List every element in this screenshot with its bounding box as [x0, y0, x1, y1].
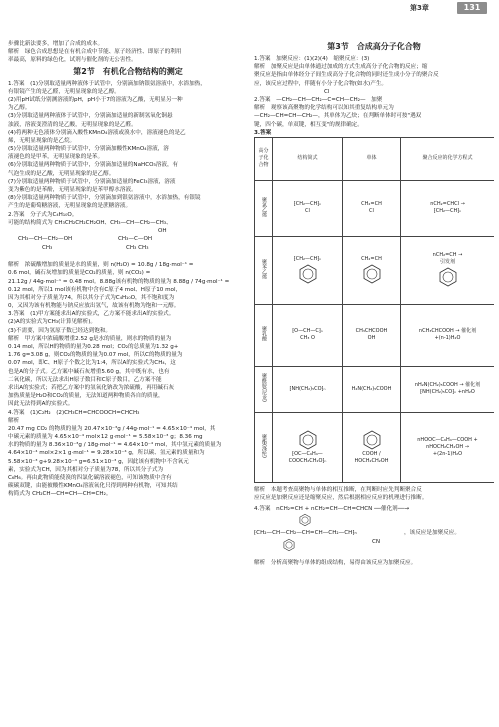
text-line: 解析 本题考查高聚物与单体的相互推断，在判断时应先判断聚合反 [254, 486, 422, 493]
equation-product: ⁅CH₂—CH⁆ₙ [433, 208, 462, 215]
q4-answer [254, 505, 494, 559]
table-row [255, 236, 495, 304]
text-line: 因此无法得到A的实验式。 [8, 401, 74, 408]
text-line: 液褪色的是甲苯，无明显现象的是苯。 [8, 154, 104, 161]
text-line: 中碳元素的质量为 4.65×10⁻⁴ mol×12 g·mol⁻¹ = 5.58×10⁻³ g；8.36 mg [8, 434, 203, 441]
row-category: 聚氯乙烯 [261, 196, 267, 217]
equation-catalyst: 引发剂 [439, 259, 455, 266]
text-line: 解析 加聚反应是由单体通过加成的方式生成高分子化合物的反应；缩 [254, 64, 428, 71]
table-row [255, 412, 495, 482]
table-header: 结构简式 [273, 137, 343, 180]
text-line: 二氧化碳，所以无法求出H原子数目和C原子数目，乙方案不能 [8, 376, 162, 383]
text-line: 浊液，溶液变澄清的是乙酸，无明显现象的是乙醛。 [8, 121, 137, 128]
benzene-ring-icon [282, 538, 296, 552]
text-line: ，该反应是加聚反应。 [404, 530, 460, 537]
text-line: (2)A的实验式为CH₃(计算见解析)。 [8, 319, 97, 326]
table-header: 聚合反应的化学方程式 [401, 137, 495, 180]
text-line: 构简式为 CH₂CH—CH=CH—CH=CH₂。 [8, 491, 112, 498]
equation-product: +(2n-1)H₂O [432, 450, 463, 457]
text-line: 应，该反应过程中，伴随有小分子化合物(如水)产生。 [254, 80, 388, 87]
text-line: 3.答案 (1)甲方案能求出A的实验式，乙方案不能求出A的实验式。 [8, 311, 175, 318]
row-category: 聚酰胺(尼龙) [261, 373, 267, 403]
text-line: 气泡生成的是乙酸，无明显现象的是乙醇。 [8, 170, 115, 177]
text-line: 变为紫色的是苯酚，无明显现象的是苯甲醇水溶液。 [8, 187, 137, 193]
monomer-cell: CH₂=CH [361, 201, 382, 208]
section-title: 第3节 合成高分子化合物 [327, 42, 421, 51]
row-category: 聚苯乙烯 [261, 258, 267, 279]
text-line: 解析 浓硫酸增加的质量是水的质量，则 n(H₂O) = 10.8g / 18g·mol⁻¹ = [8, 262, 194, 269]
text-line: 0.12 mol，所以1 mol该有机物中含有C原子4 mol、H原子10 mol， [8, 286, 182, 293]
text-line: 解析 [8, 417, 20, 424]
structure-cell: ⁅OC—C₆H₄—COOCH₂CH₂O⁆ₙ [288, 451, 327, 465]
text-line: 键，四个碳，单双键，相互变"的规律确定。 [254, 121, 363, 128]
substituent-label: CN [372, 539, 381, 546]
benzene-ring-icon [437, 266, 459, 288]
equation-cell: nCH₂=CHCl → [430, 201, 465, 208]
text-line: 解析 分析高聚物与单体的组成结构，易得由该反应为加聚反应。 [254, 560, 417, 567]
text-line: 1.答案 加聚反应：(1)(2)(4) 缩聚反应：(3) [254, 56, 370, 62]
text-line: 解析 绿色合成思想是在有机合成中节能、原子经济性、即原子的利用 [8, 49, 182, 56]
structure-formulas [8, 235, 248, 261]
table-header: 单体 [343, 137, 401, 180]
text-line: 碳碳双键，由能被酸性KMnO₄溶液氧化只得到两种有机物，可知其结 [8, 483, 178, 490]
text-line: (4)将两种无色液体分别滴入酸性KMnO₄溶液或溴水中，溶液褪色的是乙 [8, 129, 186, 136]
page-header [0, 0, 499, 30]
substituent-label: OH [158, 227, 167, 234]
structure-cell: ⁅O—CH—C⁆ₙ [292, 328, 323, 335]
section-title: 第2节 有机化合物结构的测定 [73, 66, 183, 76]
text-line: 也是A的分子式。乙方案中碱石灰增重5.60 g，其中既有水，也有 [8, 368, 170, 375]
text-line: 2.答案 分子式为C₄H₁₀O。 [8, 211, 78, 218]
text-line: 2.答案 —CH₂—CH—CH₂—C=CH—CH₂— 加聚 [254, 96, 383, 103]
chapter-label: 第3章 [410, 4, 429, 12]
text-line: (2)用pH试纸分别测溶液的pH，pH小于7的溶液为乙酸，无明显另一种 [8, 96, 183, 103]
text-line: 解析 观察该高聚物的化学结构可以知其重复结构单元为 [254, 105, 394, 112]
structure-cell: ⁅CH₂—CH⁆ₙ [293, 255, 322, 262]
mol-2-sub: CH₃ CH₃ [126, 245, 149, 252]
text-line: (3)不需要，因为氢原子数已经达到饱和。 [8, 327, 112, 334]
equation-product: +(n-1)H₂O [434, 335, 461, 342]
polymer-formula: ⁅CH₂—CH—CH₂—CH=CH—CH₂—CH⁆ₙ [254, 530, 357, 537]
text-line: —CH₂—CH=CH—CH₂—，其单体为乙炔；在判断单体时可按"遇双 [254, 113, 422, 120]
substituent-label: Cl [324, 88, 330, 95]
text-line: 解析 甲方案中浓硫酸增重2.52 g是水的质量，则水的物质的量为 [8, 335, 172, 342]
text-line: 4.答案 (1)C₂H₂ (2)CH₃CH=CHCOOCH=CHCH₃ [8, 409, 140, 416]
polymer-table [254, 137, 494, 483]
mol-2: CH₃—C—OH [118, 236, 153, 243]
structure-cell: ⁅CH₂—CH⁆ₙ [293, 201, 322, 208]
text-line: (5)分别取适量两种物质于试管中，分别滴加酸性KMnO₄溶液，溶 [8, 146, 169, 153]
text-line: (7)分别取适量两种物质于试管中，分别滴加适量的FeCl₃溶液，溶液 [8, 178, 176, 185]
text-line: 应反应是加聚反应还是缩聚反应，然后根据相应反应的机理进行推断。 [254, 495, 428, 502]
table-row [255, 180, 495, 236]
text-line: 1.答案 (1)分别取适量两种液体于试管中，分别滴加钠银氨溶液中，水浴加热， [8, 80, 206, 87]
text-line: (3)分别取适量两种液体于试管中，分别滴加适量的新制氢氧化铜悬 [8, 113, 173, 120]
text-line: 为乙醇。 [8, 105, 31, 112]
text-line: 步骤比新法要多，增加了合成的成本。 [8, 41, 104, 47]
substituent-label: Cl [305, 208, 310, 215]
text-line: 0.07 mol，即C、H原子个数之比为1:4，所以A的实验式为CH₄，这 [8, 360, 176, 367]
equation-cell: nCH₂=CH → [432, 252, 463, 259]
benzene-ring-icon [298, 513, 312, 527]
substituent-label: CH₃ O [300, 335, 315, 342]
text-line: 20.47 mg CO₂ 的物质的量为 20.47×10⁻³g / 44g·mol⁻¹ = 4.65×10⁻⁴ mol，其 [8, 425, 216, 432]
text-line: 0.14 mol，所以H的物质的量为0.28 mol；CO₂的总质量为1.32 g+ [8, 344, 179, 350]
text-line: 率最高，原料的绿色化，试剂与催化剂的无公害性。 [8, 57, 137, 64]
text-line: 因为其相对分子质量为74，所以其分子式为C₄H₁₀O，其不饱和度为 [8, 294, 175, 301]
row-category: 聚乳酸 [261, 326, 267, 342]
benzene-ring-icon [297, 263, 319, 285]
text-line: 4.答案 nCH₂=CH + nCH₂=CH—CH=CHCN ──催化剂──→ [254, 506, 410, 513]
text-line: 0，又因为该有机物能与钠反应放出氢气，故该有机物为饱和一元醇。 [8, 303, 180, 310]
substituent-label: Cl [369, 208, 374, 215]
monomer-cell: CH₃CHCOOH [355, 328, 388, 335]
text-line: (6)分别取适量两种物质于试管中，分别滴加适量的NaHCO₃溶液，有 [8, 162, 179, 169]
text-line: 加热质量是H₂O和CO₂的质量，无法知道两种物质各自的质量， [8, 393, 164, 400]
text-line: 水的物质的量为 8.36×10⁻³g / 18g·mol⁻¹ = 4.64×10⁻⁴ mol，其中氢元素的质量为 [8, 442, 222, 449]
text-line: 素，实验式为CH，因为其相对分子质量为78，所以其分子式为 [8, 466, 164, 473]
table-header-row [255, 137, 495, 180]
equation-cell: nH₂N(CH₂)₅COOH → 催化剂 [414, 382, 481, 389]
text-line: 烯，无明显现象的是乙烷。 [8, 137, 76, 144]
text-line: (8)分别取适量两种物质于试管中，分别滴加到银氨溶液中，水浴加热，有银镜 [8, 195, 201, 202]
benzene-ring-icon [297, 429, 319, 451]
structure-cell: ⁅NH(CH₂)₅CO⁆ₙ [289, 385, 326, 392]
text-line: 有银镜产生的是乙醛，无明显现象的是乙醇。 [8, 88, 120, 95]
table-row [255, 304, 495, 366]
benzene-ring-icon [361, 429, 383, 451]
row-category: 聚酯(涤纶) [261, 433, 267, 458]
text-line: 求出A的实验式；若把乙方案中的氢氧化钠改为浓硫酸，再用碱石灰 [8, 384, 175, 391]
text-line: 聚反应是指由单体经分子间生成高分子化合物的同时还生成小分子的聚合反 [254, 72, 439, 79]
monomer-cell: COOH / HOCH₂CH₂OH [354, 451, 389, 465]
table-row [255, 366, 495, 412]
text-line: 产生的是葡萄糖溶液，无明显现象的是蔗糖溶液。 [8, 203, 132, 210]
substituent-label: OH [367, 335, 376, 342]
monomer-cell: H₂N(CH₂)₅COOH [351, 385, 392, 392]
text-line: C₆H₆。再由此物质能使溴的四氯化碳溶液褪色，可知该物质中含有 [8, 475, 172, 481]
monomer-cell: CH₂=CH [361, 255, 382, 262]
answer-label: 3.答案 [254, 129, 272, 136]
equation-cell: nCH₃CHCOOH → 催化剂 [418, 328, 477, 335]
equation-cell: nHOOC—C₆H₄—COOH + nHOCH₂CH₂OH → [417, 436, 478, 450]
text-line: 1.76 g=3.08 g，则CO₂的物质的量为0.07 mol，所以C的物质的量为 [8, 352, 183, 359]
mol-1: CH₃—CH—CH₂—OH [18, 236, 73, 243]
right-column [254, 40, 494, 720]
text-line: 4.64×10⁻⁴ mol×2×1 g·mol⁻¹ = 9.28×10⁻⁴ g，所以碳、氢元素的质量和为 [8, 450, 205, 457]
page-number: 131 [457, 2, 487, 14]
benzene-ring-icon [361, 263, 383, 285]
table-header: 高分子化合物 [255, 137, 273, 180]
left-column [8, 40, 248, 720]
equation-product: ⁅NH(CH₂)₅CO⁆ₙ +nH₂O [420, 389, 475, 396]
mol-1-sub: CH₃ [42, 245, 53, 252]
text-line: 0.6 mol，碱石灰增加的质量是CO₂的质量，则 n(CO₂) = [8, 270, 151, 277]
text-line: 21.12g / 44g·mol⁻¹ = 0.48 mol。8.88g该有机物的物质的量为 8.88g / 74g·mol⁻¹ = [8, 278, 230, 285]
text-line: 5.58×10⁻³ g+9.28×10⁻⁴ g=6.51×10⁻³ g，因此该有机物中不含氧元 [8, 458, 189, 465]
text-line: 可能的结构简式为 CH₃CH₂CH₂CH₂OH、CH₃—CH—CH₂—CH₃、 [8, 219, 172, 226]
